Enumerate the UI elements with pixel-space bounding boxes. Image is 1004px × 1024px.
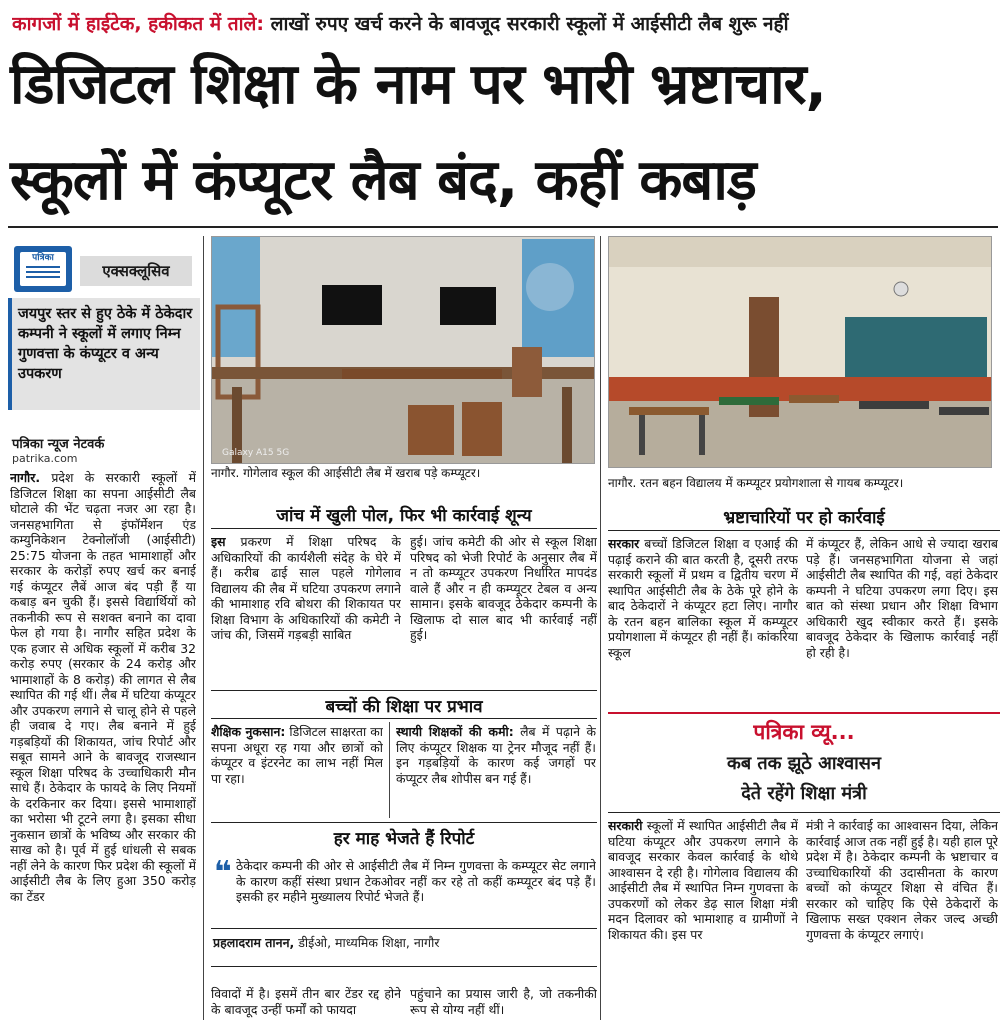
sidebar-highlight-box (8, 298, 200, 410)
sidebar-body-text: प्रदेश के सरकारी स्कूलों में डिजिटल शिक्षा का सपना आईसीटी लैब घोटाले की भेंट चढ़ता नजर आ रहा है। जनसहभागिता से इंफॉर्मेशन एंड कम्युनिकेशन टेक्नोलॉजी (आईसीटी) 25:75 योजना के तहत भामाशाहों और सरकार के करोड़ों रुपए खर्च कर बनाई गई कंप्यूटर लैबें आज बंद पड़ी हैं या कबाड़ बन चुकी हैं। इससे विद्यार्थियों को तकनीकी रूप से सशक्त बनाने का दावा फेल हो गया है। नागौर सहित प्रदेश के एक हजार से अधिक स्कूलों में करीब 32 करोड़ रुपए (सरकार के 24 करोड़ और भामाशाहों के 8 करोड़) की लागत से लैब स्थापित की गई थीं। लैब में घटिया कंप्यूटर और उपकरण लगाने से चालू होने से पहले ही जवाब दे गए। लैब बनाने में हुई गड़बड़ियों की शिकायत, जांच रिपोर्ट और सबूत सामने आने के बावजूद राजस्थान स्कूल शिक्षा परिषद के उच्चाधिकारी मौन साधे हैं। ठेकेदार के फायदे के लिए नियमों के दरकिनार कर दिया। इससे भामाशाहों का भरोसा भी टूटने लगा है। इसका सीधा नुकसान छात्रों के भविष्य और सरकार की साख को है। पूर्व में हुई धांधली से सबक नहीं लेने के कारण फिर प्रदेश की स्कूलों में आईसीटी लैब के लिए हुआ 350 करोड़ का टेंडर (10, 470, 196, 904)
photo-gogelav-caption: नागौर. गोगेलाव स्कूल की आईसीटी लैब में खराब पड़े कम्प्यूटर। (211, 466, 481, 480)
exclusive-tag: एक्सक्लूसिव (80, 256, 192, 286)
prabhav-left (211, 724, 383, 820)
bhrasht-col-1 (608, 536, 798, 712)
kicker-line (12, 6, 996, 42)
jaanch-title: जांच में खुली पोल, फिर भी कार्रवाई शून्य (276, 506, 532, 526)
report-top-rule (211, 822, 597, 823)
prabhav-right-text: लैब में पढ़ाने के लिए कंप्यूटर शिक्षक या ट्रेनर मौजूद नहीं हैं। इन गड़बड़ियों के कारण कई जगहों पर कंप्यूटर लैब शोपीस बन गई हैं। (396, 724, 596, 786)
prabhav-left-text: डिजिटल साक्षरता का सपना अधूरा रह गया और छात्रों को कंप्यूटर व इंटरनेट का लाभ नहीं मिल पा रहा। (211, 724, 383, 786)
prabhav-title: बच्चों की शिक्षा पर प्रभाव (325, 697, 483, 717)
prabhav-right (396, 724, 596, 820)
patrika-logo-text: पत्रिका (32, 253, 54, 263)
report-quote: ठेकेदार कम्पनी की ओर से आईसीटी लैब में निम्न गुणवत्ता के कम्प्यूटर सेट लगाने के कारण कहीं संस्था प्रधान टेकओवर नहीं कर रहे तो कहीं कम्प्यूटर बंद पड़े हैं। इसकी हर महीने मुख्यालय रिपोर्ट भेजते हैं। (236, 858, 596, 904)
sidebar-body (10, 470, 196, 1020)
photo-gogelav-illustration (212, 237, 594, 463)
byline: पत्रिका न्यूज नेटवर्क (12, 437, 105, 452)
prabhav-rule (211, 718, 597, 719)
view-col-1 (608, 818, 798, 1022)
bhrasht-rule (608, 530, 1000, 531)
photo-gogelav-lab (211, 236, 595, 464)
bottom-col-1: विवादों में है। इसमें तीन बार टेंडर रद्द होने के बावजूद उन्हीं फर्मों को फायदा (211, 986, 401, 1017)
view-lead: सरकारी (608, 818, 643, 833)
jaanch-col-2: हुई। जांच कमेटी की ओर से स्कूल शिक्षा परिषद को भेजी रिपोर्ट के अनुसार लैब में न तो कम्प्यूटर उपकरण निर्धारित मापदंड वाले हैं और न ही कम्प्यूटर टेबल व अन्य सामान। इसके बावजूद ठेकेदार कम्पनी के खिलाफ दो साल बाद भी कार्रवाई नहीं हुई। (410, 534, 597, 642)
photo-ratan-lab (608, 236, 992, 468)
report-sig-name: प्रहलादराम तानन, (213, 935, 295, 950)
report-signature (213, 934, 599, 951)
sidebar-highlight-text: जयपुर स्तर से हुए ठेके में ठेकेदार कम्पनी ने स्कूलों में लगाए निम्न गुणवत्ता के कंप्यूटर व अन्य उपकरण (18, 306, 193, 382)
photo-ratan-illustration (609, 237, 991, 467)
headline-rule (8, 226, 998, 228)
bhrasht-lead: सरकार (608, 536, 640, 551)
bhrasht-col-1-text: बच्चों डिजिटल शिक्षा व एआई की पढ़ाई कराने की बात करती है, दूसरी तरफ सरकारी स्कूलों में प्रथम व द्वितीय चरण में स्थापित आईसीटी लैब के ठेके पूरे होने के बाद ठेकेदारों ने कंप्यूटर हटा लिए। नागौर के रतन बहन बालिका स्कूल में कम्प्यूटर प्रयोगशाला में कंप्यूटर ही नहीं हैं। कांकरिया स्कूल (608, 536, 798, 660)
prabhav-divider (389, 722, 390, 818)
report-sig-rule (211, 928, 597, 929)
bhrasht-title: भ्रष्टाचारियों पर हो कार्रवाई (723, 508, 885, 528)
report-title: हर माह भेजते हैं रिपोर्ट (333, 829, 475, 849)
jaanch-col-1 (211, 534, 401, 686)
byline-site: patrika.com (12, 452, 78, 465)
quote-icon: ❝ (214, 855, 232, 890)
view-label: पत्रिका व्यू... (753, 720, 855, 744)
view-col-1-text: स्कूलों में स्थापित आईसीटी लैब में घटिया कंप्यूटर और उपकरण लगाने के बावजूद सरकार केवल कार्रवाई के थोथे आश्वासन दे रही है। गोगेलाव विद्यालय की आईसीटी लैब में स्थापित निम्न गुणवत्ता के उपकरणों को लेकर डेढ़ साल शिक्षा मंत्री मदन दिलावर को भामाशाह व ग्रामीणों ने शिकायत की। इस पर (608, 818, 798, 942)
bottom-rule (211, 966, 597, 967)
bhrasht-col-2: में कंप्यूटर हैं, लेकिन आधे से ज्यादा खराब पड़े हैं। जनसहभागिता योजना से जहां आईसीटी लैब स्थापित की गई, वहां ठेकेदार कम्पनी ने घटिया उपकरण लगा दिए। इस बात को संस्था प्रधान और शिक्षा विभाग अधिकारी खुद स्वीकार करते हैं। इसके बावजूद ठेकेदार के खिलाफ कार्रवाई नहीं हो रही है। (806, 536, 998, 660)
jaanch-col-1-text: प्रकरण में शिक्षा परिषद के अधिकारियों की कार्यशैली संदेह के घेरे में हैं। करीब ढाई साल पहले गोगेलाव विद्यालय की लैब में घटिया उपकरण लगाने की भामाशाह रवि बोथरा की शिकायत पर शिक्षा विभाग के अधिकारियों की कमेटी ने जांच की, जिसमें गड़बड़ी साबित (211, 534, 401, 642)
kicker-text: लाखों रुपए खर्च करने के बावजूद सरकारी स्कूलों में आईसीटी लैब शुरू नहीं (264, 13, 789, 35)
photo-watermark: Galaxy A15 5G (222, 448, 290, 458)
column-divider-left (203, 236, 204, 1020)
column-divider-right (600, 236, 601, 1020)
bottom-col-2: पहुंचाने का प्रयास जारी है, जो तकनीकी रूप से योग्य नहीं थीं। (410, 986, 597, 1017)
report-sig-rest: डीईओ, माध्यमिक शिक्षा, नागौर (294, 935, 440, 950)
patrika-logo (14, 246, 72, 292)
view-title-2: देते रहेंगे शिक्षा मंत्री (741, 783, 867, 804)
view-rule (608, 712, 1000, 714)
view-col-2: मंत्री ने कार्रवाई का आश्वासन दिया, लेकिन कार्रवाई आज तक नहीं हुई है। यही हाल पूरे प्रदेश में है। ठेकेदार कम्पनी के भ्रष्टाचार व उच्चाधिकारियों की उदासीनता के कारण बच्चों को कंप्यूटर शिक्षा से वंचित हैं। सरकार को चाहिए कि ऐसे ठेकेदारों के खिलाफ सख्त एक्शन लेकर जल्द अच्छी गुणवत्ता के कंप्यूटर लगाएं। (806, 818, 998, 942)
headline-line-1: डिजिटल शिक्षा के नाम पर भारी भ्रष्टाचार, (10, 52, 826, 117)
prabhav-left-lead: शैक्षिक नुकसान: (211, 724, 286, 739)
sidebar-dateline: नागौर. (10, 470, 41, 485)
view-title-1: कब तक झूठे आश्वासन (727, 753, 881, 774)
headline-line-2: स्कूलों में कंप्यूटर लैब बंद, कहीं कबाड़ (10, 148, 756, 213)
photo-ratan-caption: नागौर. रतन बहन विद्यालय में कम्प्यूटर प्रयोगशाला से गायब कम्प्यूटर। (608, 476, 904, 490)
jaanch-lead: इस (211, 534, 226, 549)
jaanch-rule (211, 528, 597, 529)
kicker-red-label: कागजों में हाईटेक, हकीकत में ताले: (12, 13, 265, 35)
prabhav-top-rule (211, 690, 597, 691)
view-title-rule (608, 812, 1000, 813)
prabhav-right-lead: स्थायी शिक्षकों की कमी: (396, 724, 514, 739)
